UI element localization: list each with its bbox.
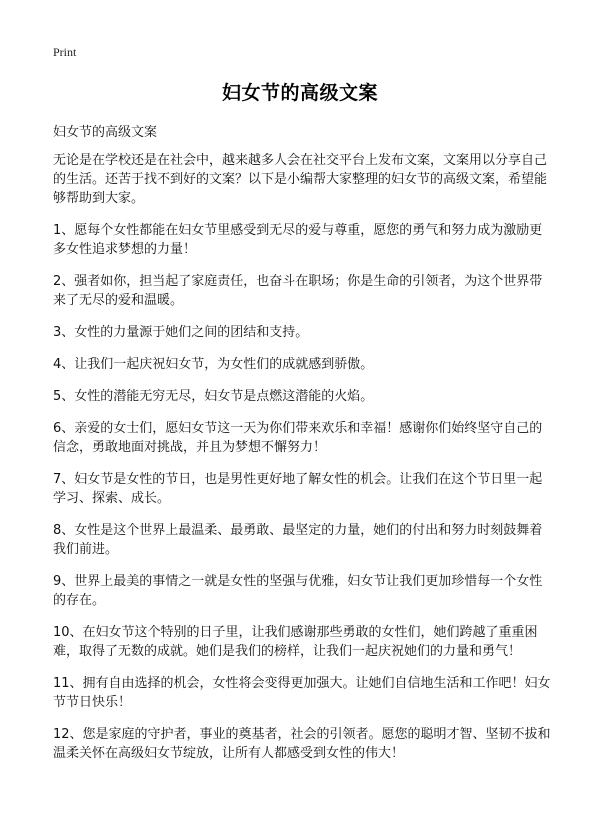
print-label: Print xyxy=(53,45,77,59)
list-item: 2、强者如你，担当起了家庭责任，也奋斗在职场；你是生命的引领者，为这个世界带来了无尽的爱和温暖。 xyxy=(53,274,543,308)
document-body xyxy=(53,151,553,776)
list-item: 1、愿每个女性都能在妇女节里感受到无尽的爱与尊重，愿您的勇气和努力成为激励更多女性追求梦想的力量！ xyxy=(53,223,543,257)
list-item: 11、拥有自由选择的机会，女性将会变得更加强大。让她们自信地生活和工作吧！妇女节节日快乐！ xyxy=(53,676,551,710)
document-subtitle: 妇女节的高级文案 xyxy=(53,125,158,140)
list-item: 10、在妇女节这个特别的日子里，让我们感谢那些勇敢的女性们，她们跨越了重重困难，取得了无数的成就。她们是我们的榜样，让我们一起庆祝她们的力量和勇气！ xyxy=(53,625,538,659)
list-item: 3、女性的力量源于她们之间的团结和支持。 xyxy=(53,325,309,340)
list-item: 4、让我们一起庆祝妇女节，为女性们的成就感到骄傲。 xyxy=(53,357,374,372)
list-item: 9、世界上最美的事情之一就是女性的坚强与优雅，妇女节让我们更加珍惜每一个女性的存在。 xyxy=(53,574,543,608)
list-item: 8、女性是这个世界上最温柔、最勇敢、最坚定的力量，她们的付出和努力时刻鼓舞着我们前进。 xyxy=(53,523,543,557)
page-title: 妇女节的高级文案 xyxy=(221,82,378,104)
intro-paragraph: 无论是在学校还是在社会中，越来越多人会在社交平台上发布文案，文案用以分享自己的生活。还苦于找不到好的文案？以下是小编帮大家整理的妇女节的高级文案，希望能够帮助到大家。 xyxy=(53,153,548,206)
list-item: 7、妇女节是女性的节日，也是男性更好地了解女性的机会。让我们在这个节日里一起学习、探索、成长。 xyxy=(53,472,543,506)
list-item: 12、您是家庭的守护者，事业的奠基者，社会的引领者。愿您的聪明才智、坚韧不拔和温柔关怀在高级妇女节绽放，让所有人都感受到女性的伟大！ xyxy=(53,727,551,761)
list-item: 5、女性的潜能无穷无尽，妇女节是点燃这潜能的火焰。 xyxy=(53,389,374,404)
list-item: 6、亲爱的女士们，愿妇女节这一天为你们带来欢乐和幸福！感谢你们始终坚守自己的信念，勇敢地面对挑战，并且为梦想不懈努力！ xyxy=(53,421,543,455)
